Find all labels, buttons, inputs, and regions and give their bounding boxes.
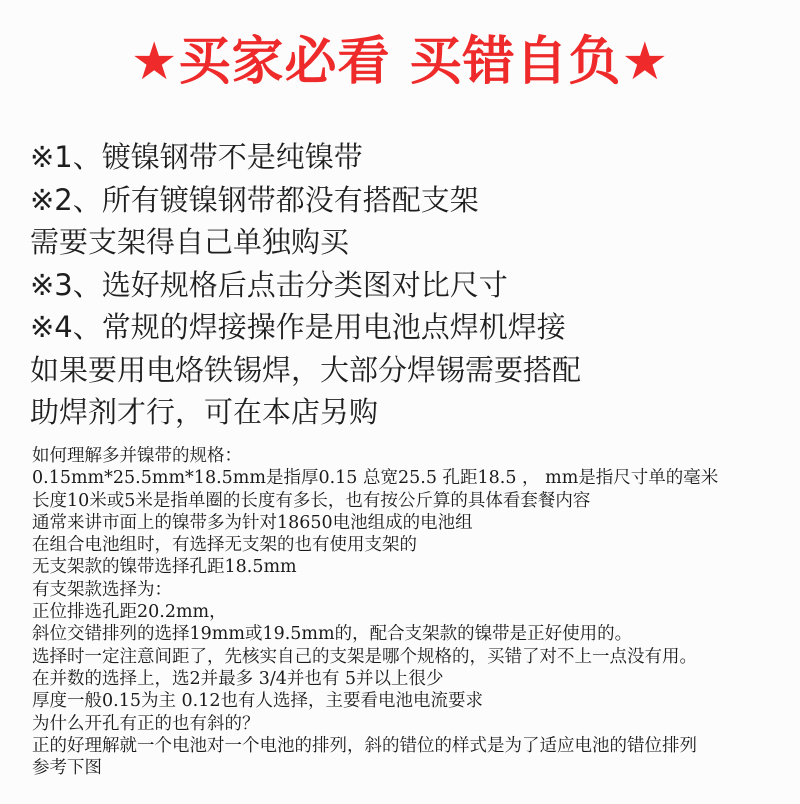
explanation-line-11: 在并数的选择上，选2并最多 3/4并也有 5并以上很少 [32, 668, 444, 689]
explanation-line-2: 0.15mm*25.5mm*18.5mm是指厚0.15 总宽25.5 孔距18.5 ， mm是指尺寸单的毫米 [32, 468, 719, 489]
notice-line-3: 需要支架得自己单独购买 [30, 225, 350, 259]
explanation-line-4: 通常来讲市面上的镍带多为针对18650电池组成的电池组 [32, 512, 473, 533]
explanation-line-9: 斜位交错排列的选择19mm或19.5mm的，配合支架款的镍带是正好使用的。 [32, 624, 633, 645]
notice-line-7: 助焊剂才行，可在本店另购 [30, 395, 379, 429]
explanation-line-3: 长度10米或5米是指单圈的长度有多长，也有按公斤算的具体看套餐内容 [32, 490, 591, 511]
explanation-line-1: 如何理解多并镍带的规格： [32, 446, 242, 466]
notice-line-1: ※1、镀镍钢带不是纯镍带 [30, 140, 363, 174]
explanation-line-12: 厚度一般0.15为主 0.12也有人选择，主要看电池电流要求 [32, 691, 483, 712]
notice-line-2: ※2、所有镀镍钢带都没有搭配支架 [30, 182, 479, 217]
explanation-line-14: 正的好理解就一个电池对一个电池的排列，斜的错位的样式是为了适应电池的错位排列 [32, 735, 697, 756]
warning-title: ★买家必看 买错自负★ [130, 32, 670, 92]
explanation-line-5: 在组合电池组时，有选择无支架的也有使用支架的 [32, 535, 417, 556]
notice-line-5: ※4、常规的焊接操作是用电池点焊机焊接 [30, 310, 566, 344]
explanation-line-7: 有支架款选择为： [32, 579, 172, 600]
explanation-line-15: 参考下图 [32, 758, 102, 779]
notice-line-4: ※3、选好规格后点击分类图对比尺寸 [30, 267, 508, 302]
explanation-line-6: 无支架款的镍带选择孔距18.5mm [32, 557, 297, 578]
explanation-line-8: 正位排选孔距20.2mm， [32, 602, 227, 623]
buyer-notices [30, 136, 790, 434]
explanation-line-13: 为什么开孔有正的也有斜的？ [32, 713, 260, 734]
spec-explanation [32, 445, 792, 779]
explanation-line-10: 选择时一定注意间距了，先核实自己的支架是哪个规格的，买错了对不上一点没有用。 [32, 646, 697, 667]
notice-line-6: 如果要用电烙铁锡焊，大部分焊锡需要搭配 [30, 352, 582, 387]
